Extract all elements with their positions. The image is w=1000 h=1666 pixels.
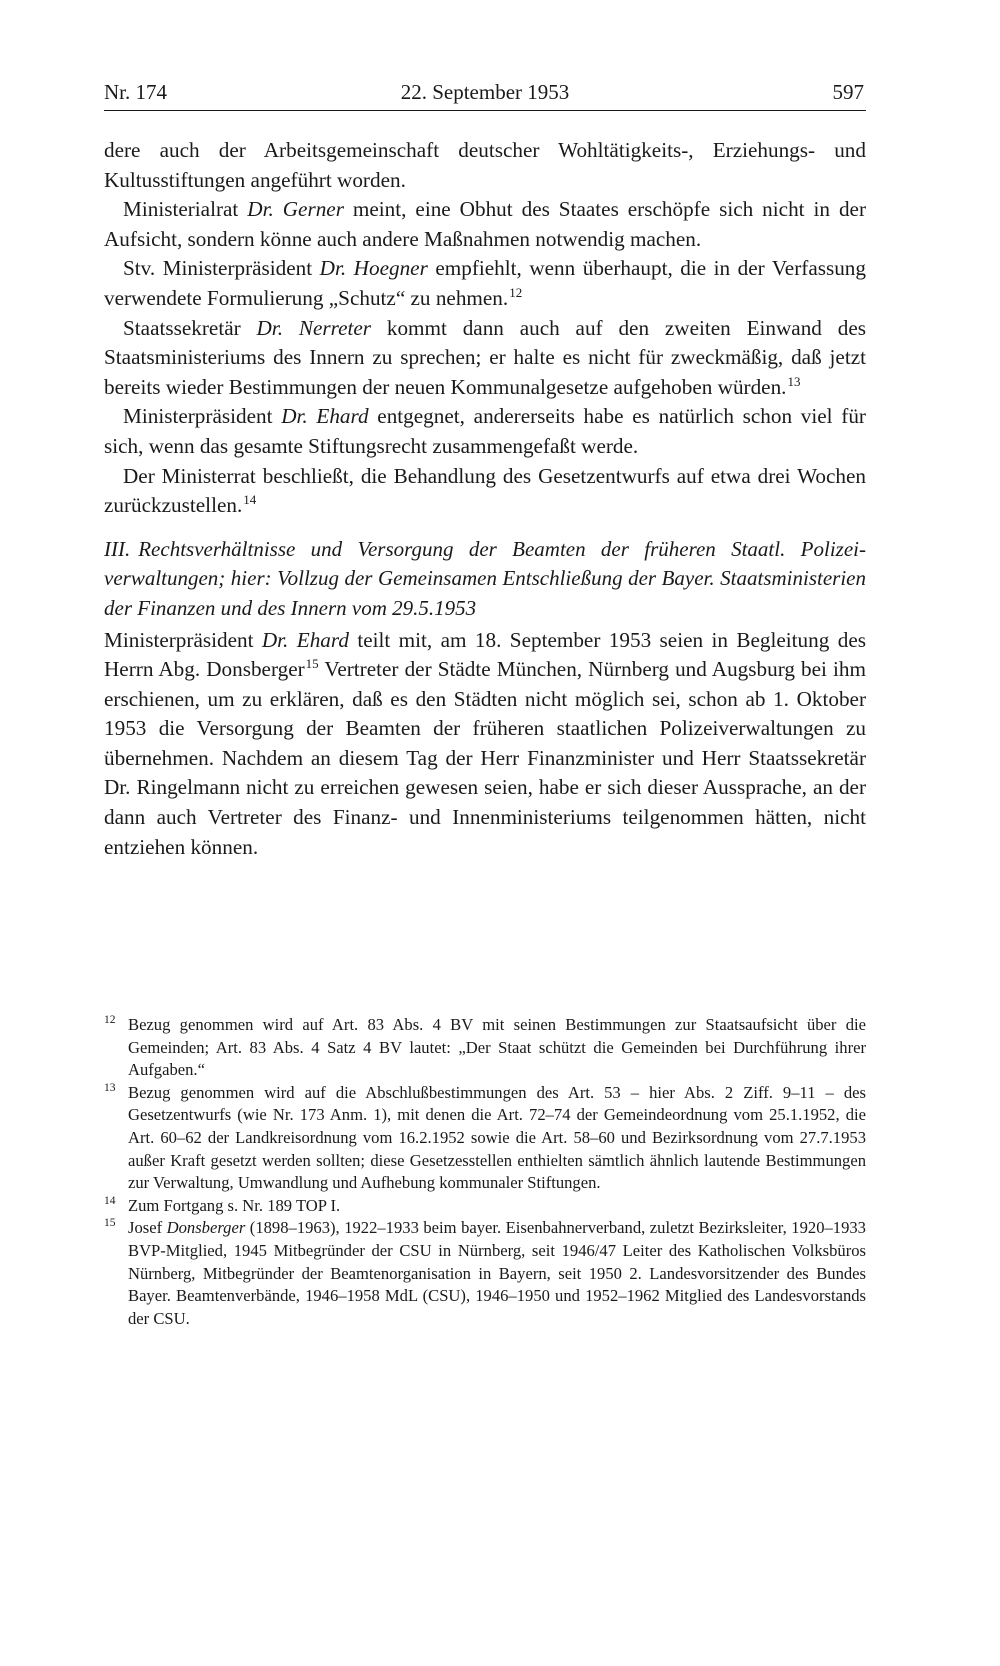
speaker-title: Ministerpräsident	[123, 404, 282, 429]
speaker-name: Dr. Ehard	[261, 627, 349, 652]
section-title: Rechtsverhältnisse und Versorgung der Beamten der früheren Staatl. Polizeiverwaltungen; hier: Vollzug der Gemeinsamen Entschließung der Bayer. Staatsministerien der Finanzen und des Innern vom 29.5.1953	[104, 536, 866, 620]
footnote-13	[104, 1082, 866, 1195]
speaker-name: Dr. Gerner	[247, 197, 344, 222]
speaker-title: Stv. Ministerpräsident	[123, 256, 320, 281]
footnote-text: (1898–1963), 1922–1933 beim bayer. Eisenbahnerverband, zuletzt Bezirksleiter, 1920–1933 BVP-Mitglied, 1945 Mitbegründer der CSU in Nürnberg, seit 1946/47 Leiter des Katholischen Volksbüros Nürnberg, Mitbegründer der Beamtenorganisation in Bayern, seit 1950 2. Landesvorsitzender des Bundes Bayer. Beamtenverbände, 1946–1958 MdL (CSU), 1946–1950 und 1952–1962 Mitglied des Landesvorstands der CSU.	[128, 1218, 866, 1328]
speaker-name: Dr. Ehard	[281, 404, 369, 429]
footnote-number: 13	[104, 1081, 116, 1094]
footnote-number: 15	[104, 1217, 116, 1230]
paragraph-text: entgegnet, andererseits habe es natürlich schon viel für sich, wenn das gesamte Stiftungsrecht zusammengefaßt werde.	[104, 404, 866, 458]
footnote-text: Bezug genommen wird auf Art. 83 Abs. 4 BV mit seinen Bestimmungen zur Staatsaufsicht über die Gemeinden; Art. 83 Abs. 4 Satz 4 BV lautet: „Der Staat schützt die Gemeinden bei Durchführung ihrer Aufgaben.“	[128, 1015, 866, 1080]
paragraph-ehard	[104, 402, 866, 461]
body-text	[104, 136, 866, 862]
paragraph-text: kommt dann auch auf den zweiten Einwand des Staatsministeriums des Innern zu sprechen; er halte es nicht für zweckmäßig, daß jetzt bereits wieder Bestimmungen der neuen Kommunalgesetze aufgehoben würden.	[104, 315, 866, 399]
paragraph-nerreter	[104, 314, 866, 403]
person-name: Donsberger	[166, 1218, 246, 1238]
speaker-title: Ministerpräsident	[104, 627, 262, 652]
speaker-title: Ministerialrat	[123, 197, 248, 222]
footnote-ref-13[interactable]: 13	[787, 373, 801, 389]
paragraph-ehard-report	[104, 626, 866, 863]
paragraph-text: meint, eine Obhut des Staates erschöpfe sich nicht in der Aufsicht, sondern könne auch andere Maßnahmen notwendig machen.	[104, 197, 867, 251]
paragraph-text: Vertreter der Städte München, Nürnberg und Augsburg bei ihm erschienen, um zu erklären, daß es den Städten nicht möglich sei, schon ab 1. Oktober 1953 die Versorgung der Beamten der früheren staatlichen Polizeiverwaltungen zu übernehmen. Nachdem an diesem Tag der Herr Finanzminister und Herr Staatssekretär Dr. Ringelmann nicht zu erreichen gewesen seien, habe er sich dieser Aussprache, an der dann auch Vertreter des Finanz- und Innenministeriums teilgenommen hätten, nicht entziehen können.	[104, 657, 866, 859]
speaker-title: Staatssekretär	[123, 315, 257, 340]
footnote-14	[104, 1195, 866, 1218]
running-head	[104, 78, 866, 111]
paragraph-text: Der Ministerrat beschließt, die Behandlung des Gesetzentwurfs auf etwa drei Wochen zurückzustellen.	[104, 463, 866, 518]
speaker-name: Dr. Nerreter	[256, 315, 372, 340]
footnote-ref-12[interactable]: 12	[509, 284, 523, 300]
document-number: Nr. 174	[104, 80, 167, 104]
section-number: III.	[104, 536, 131, 561]
footnote-text: Bezug genommen wird auf die Abschlußbestimmungen des Art. 53 – hier Abs. 2 Ziff. 9–11 – des Gesetzentwurfs (wie Nr. 173 Anm. 1), mit denen die Art. 72–74 der Gemeindeordnung vom 25.1.1952, die Art. 60–62 der Landkreisordnung vom 16.2.1952 sowie die Art. 58–60 und Bezirksordnung vom 27.7.1953 außer Kraft gesetzt werden sollten; diese Gesetzesstellen enthielten sämtlich ähnlich lautende Bestimmungen zur Verwaltung, Umwandlung und Aufhebung kommunaler Stiftungen.	[128, 1082, 866, 1193]
footnotes	[104, 1014, 866, 1330]
footnote-12	[104, 1014, 866, 1082]
footnote-ref-14[interactable]: 14	[243, 492, 257, 508]
footnote-number: 12	[104, 1014, 116, 1026]
paragraph-resolution	[104, 462, 866, 521]
footnote-text-pre: Josef	[128, 1218, 167, 1238]
footnote-number: 14	[104, 1194, 116, 1207]
paragraph-text: teilt mit, am 18. September 1953 seien in Begleitung des Herrn Abg. Donsberger	[104, 627, 866, 682]
section-heading	[104, 535, 866, 624]
meeting-date: 22. September 1953	[400, 80, 570, 104]
footnote-15	[104, 1217, 866, 1330]
page-number: 597	[832, 80, 864, 104]
paragraph-continued: dere auch der Arbeitsgemeinschaft deutscher Wohltätigkeits-, Erziehungs- und Kultusstiftungen angeführt worden.	[104, 138, 866, 192]
paragraph-hoegner	[104, 254, 866, 313]
speaker-name: Dr. Hoegner	[319, 256, 428, 281]
paragraph-text: empfiehlt, wenn überhaupt, die in der Verfassung verwendete Formulierung „Schutz“ zu nehmen.	[104, 256, 866, 310]
paragraph-gerner	[104, 195, 866, 254]
footnote-text: Zum Fortgang s. Nr. 189 TOP I.	[128, 1195, 341, 1215]
footnote-ref-15[interactable]: 15	[305, 656, 319, 672]
